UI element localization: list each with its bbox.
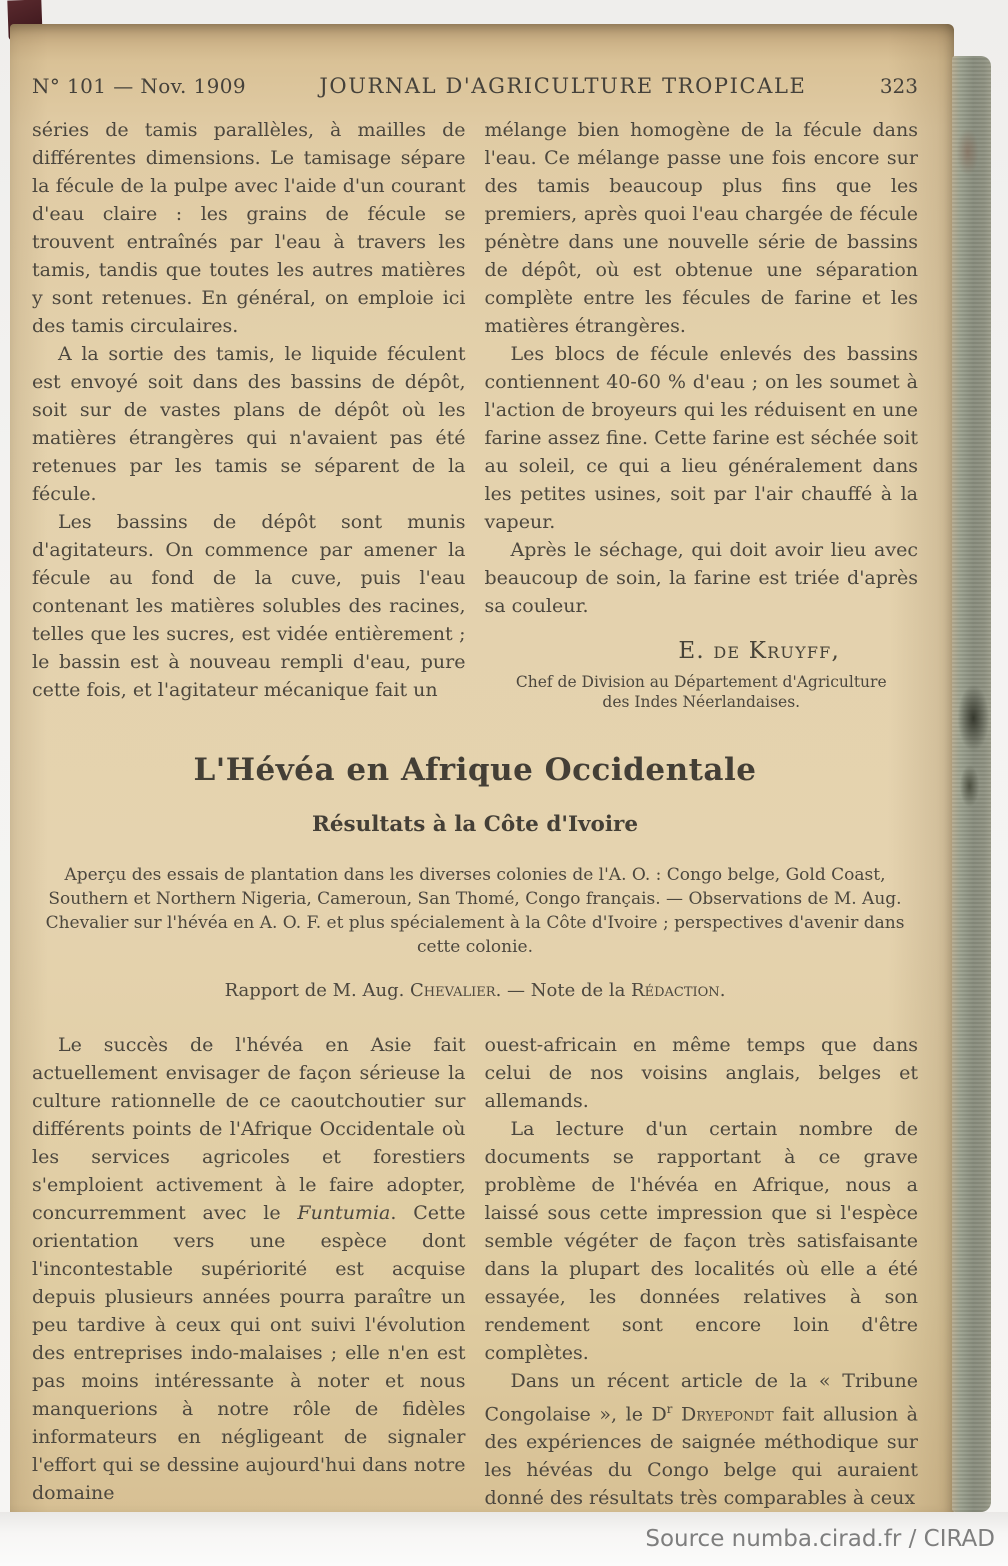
paragraph: A la sortie des tamis, le liquide féculent est envoyé soit dans des bassins de dépôt, soit sur de vastes plans de dépôt où les matières étrangères qui n'avaient pas été retenues par les tamis se séparent de la fécule. bbox=[32, 343, 466, 505]
source-bar bbox=[0, 1512, 1008, 1566]
paragraph: Le succès de l'hévéa en Asie fait actuellement envisager de façon sérieuse la culture rationnelle de ce caoutchoutier sur différents points de l'Afrique Occidentale où les services agricoles et forestiers s'emploient activement à le faire adopter, concurremment avec le Funtumia. Cette orientation vers une espèce dont l'incontestable supériorité est acquise depuis plusieurs années pourra paraître un peu tardive à ceux qui ont suivi l'évolution des entreprises indo-malaises ; elle n'en est pas moins intéressante à noter et nous manquerions à notre rôle de fidèles informateurs en négligeant de signaler l'effort qui se dessine aujourd'hui dans notre domaine bbox=[32, 1034, 466, 1504]
paragraph: Après le séchage, qui doit avoir lieu avec beaucoup de soin, la farine est triée d'après sa couleur. bbox=[484, 539, 918, 617]
column-right-text bbox=[485, 116, 919, 620]
author-signature: E. de Kruyff, bbox=[678, 638, 840, 664]
article-abstract: Aperçu des essais de plantation dans les diverses colonies de l'A. O. : Congo belge, Gold Coast, Southern et Northern Nigeria, Cameroun, San Thomé, Congo français. — Observations de M. Aug. Chevalier sur l'hévéa en A. O. F. et plus spécialement à la Côte d'Ivoire ; perspectives d'avenir dans cette colonie. bbox=[45, 865, 905, 957]
two-column-text bbox=[32, 116, 918, 712]
issue-number: N° 101 — Nov. 1909 bbox=[32, 74, 247, 98]
column-left bbox=[32, 1031, 466, 1512]
article-byline bbox=[32, 977, 918, 1005]
journal-title: JOURNAL D'AGRICULTURE TROPICALE bbox=[319, 74, 807, 98]
paragraph: séries de tamis parallèles, à mailles de différentes dimensions. Le tamisage sépare la fécule de la pulpe avec l'aide d'un courant d'eau claire : les grains de fécule se trouvent entraînés par l'eau à travers les tamis, tandis que toutes les autres matières y sont retenues. En général, on emploie ici des tamis circulaires. bbox=[32, 119, 466, 337]
author-title: Chef de Division au Département d'Agriculture des Indes Néerlandaises. bbox=[515, 673, 887, 711]
source-credit: Source numba.cirad.fr / CIRAD bbox=[645, 1526, 995, 1552]
page-number: 323 bbox=[879, 74, 918, 98]
article-subtitle: Résultats à la Côte d'Ivoire bbox=[311, 812, 639, 837]
paragraph: Les blocs de fécule enlevés des bassins contiennent 40-60 % d'eau ; on les soumet à l'action de broyeurs qui les réduisent en une farine assez fine. Cette farine est séchée soit au soleil, ce qui a lieu généralement dans les petites usines, soit par l'air chauffé à la vapeur. bbox=[484, 343, 918, 533]
article-hevea bbox=[32, 752, 918, 1512]
column-left bbox=[32, 116, 466, 712]
paragraph: ouest-africain en même temps que dans celui de nos voisins anglais, belges et allemands. bbox=[484, 1034, 918, 1112]
paragraph: La lecture d'un certain nombre de documents se rapportant à ce grave problème de l'hévéa en Afrique, nous a laissé sous cette impression que si l'espèce semble végéter de façon très satisfaisante dans la plupart des localités où elle a été essayée, les données relatives à son rendement sont encore loin d'être complètes. bbox=[484, 1118, 918, 1364]
column-right bbox=[485, 1031, 919, 1512]
paragraph: Rapport de M. Aug. Chevalier. — Note de la Rédaction. bbox=[224, 980, 726, 1001]
journal-page bbox=[10, 24, 954, 1512]
article-fecule-continuation bbox=[32, 116, 918, 712]
paragraph: Dans un récent article de la « Tribune Congolaise », le $D^r$ Dryepondt fait allusion à des expériences de saignée méthodique sur les hévéas du Congo belge qui auraient donné des résultats très comparables à ceux bbox=[484, 1370, 918, 1510]
article-title: L'Hévéa en Afrique Occidentale bbox=[193, 752, 757, 788]
column-right bbox=[485, 116, 919, 712]
two-column-text bbox=[32, 1031, 918, 1512]
book-fore-edge bbox=[952, 56, 991, 1512]
page-header bbox=[32, 74, 918, 98]
paragraph: mélange bien homogène de la fécule dans l'eau. Ce mélange passe une fois encore sur des tamis beaucoup plus fins que les premiers, après quoi l'eau chargée de fécule pénètre dans une nouvelle série de bassins de dépôt, où est obtenue une séparation complète entre les fécules de farine et les matières étrangères. bbox=[484, 119, 918, 337]
paragraph: Les bassins de dépôt sont munis d'agitateurs. On commence par amener la fécule au fond de la cuve, puis l'eau contenant les matières solubles des racines, telles que les sucres, est vidée entièrement ; le bassin est à nouveau rempli d'eau, pure cette fois, et l'agitateur mécanique fait un bbox=[32, 511, 466, 701]
